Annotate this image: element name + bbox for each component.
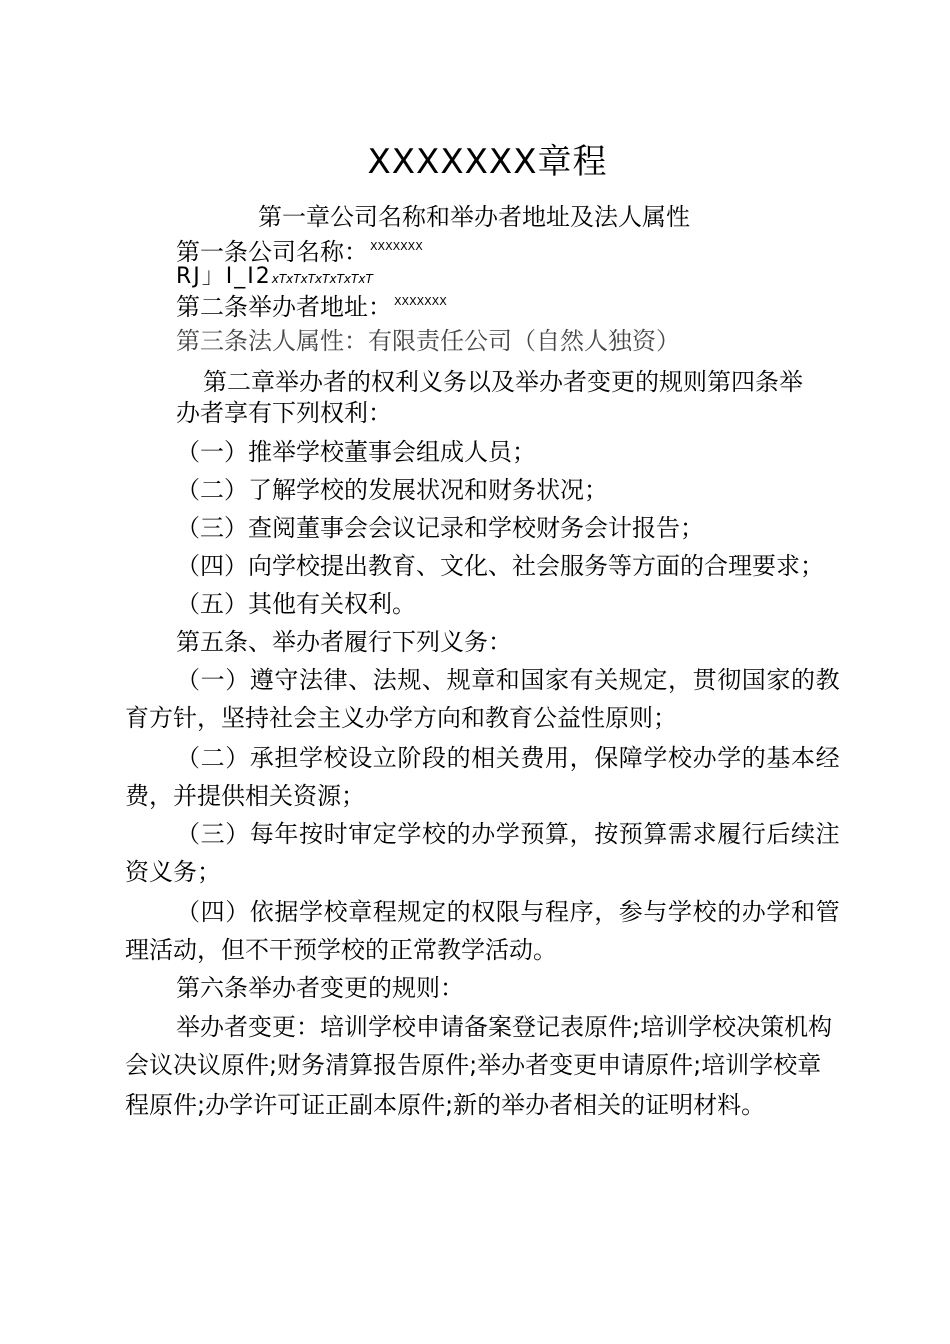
chapter2-heading-line1: 第二章举办者的权利义务以及举办者变更的规则第四条举 xyxy=(203,368,803,396)
duty-1-line1: （一）遵守法律、法规、规章和国家有关规定，贯彻国家的教 xyxy=(176,666,841,694)
article2-value: XXXXXXX xyxy=(394,295,447,308)
change-rule-line2: 会议决议原件;财务清算报告原件;举办者变更申请原件;培训学校章 xyxy=(125,1051,822,1079)
article1-label: 第一条公司名称： xyxy=(176,238,368,266)
code-tail: xTxTxTxTxTxTxT xyxy=(271,272,373,286)
article1-value: XXXXXXX xyxy=(370,240,423,253)
change-rule-line3: 程原件;办学许可证正副本原件;新的举办者相关的证明材料。 xyxy=(125,1091,766,1119)
right-item-2: （二）了解学校的发展状况和财务状况； xyxy=(176,476,608,504)
duty-3-line2: 资义务； xyxy=(125,858,221,886)
article2-line xyxy=(176,287,447,322)
change-rule-line1: 举办者变更：培训学校申请备案登记表原件;培训学校决策机构 xyxy=(176,1013,833,1041)
article6: 第六条举办者变更的规则： xyxy=(176,974,464,1002)
chapter2-heading-line2: 办者享有下列权利： xyxy=(176,399,392,427)
duty-4-line1: （四）依据学校章程规定的权限与程序，参与学校的办学和管 xyxy=(176,898,841,926)
article5: 第五条、举办者履行下列义务： xyxy=(176,628,512,656)
duty-2-line2: 费，并提供相关资源； xyxy=(125,782,365,810)
code-main: RJ」I_I2 xyxy=(176,264,272,289)
duty-3-line1: （三）每年按时审定学校的办学预算，按预算需求履行后续注 xyxy=(176,820,841,848)
duty-1-line2: 育方针，坚持社会主义办学方向和教育公益性原则； xyxy=(125,704,677,732)
right-item-1: （一）推举学校董事会组成人员； xyxy=(176,438,536,466)
document-title: XXXXXXX章程 xyxy=(367,142,608,182)
duty-4-line2: 理活动，但不干预学校的正常教学活动。 xyxy=(125,936,557,964)
duty-2-line1: （二）承担学校设立阶段的相关费用，保障学校办学的基本经 xyxy=(176,744,841,772)
right-item-5: （五）其他有关权利。 xyxy=(176,590,416,618)
article3: 第三条法人属性：有限责任公司（自然人独资） xyxy=(176,327,680,355)
article2-label: 第二条举办者地址： xyxy=(176,293,392,321)
chapter1-heading: 第一章公司名称和举办者地址及法人属性 xyxy=(258,203,690,231)
right-item-4: （四）向学校提出教育、文化、社会服务等方面的合理要求； xyxy=(176,552,824,580)
right-item-3: （三）查阅董事会会议记录和学校财务会计报告； xyxy=(176,514,704,542)
